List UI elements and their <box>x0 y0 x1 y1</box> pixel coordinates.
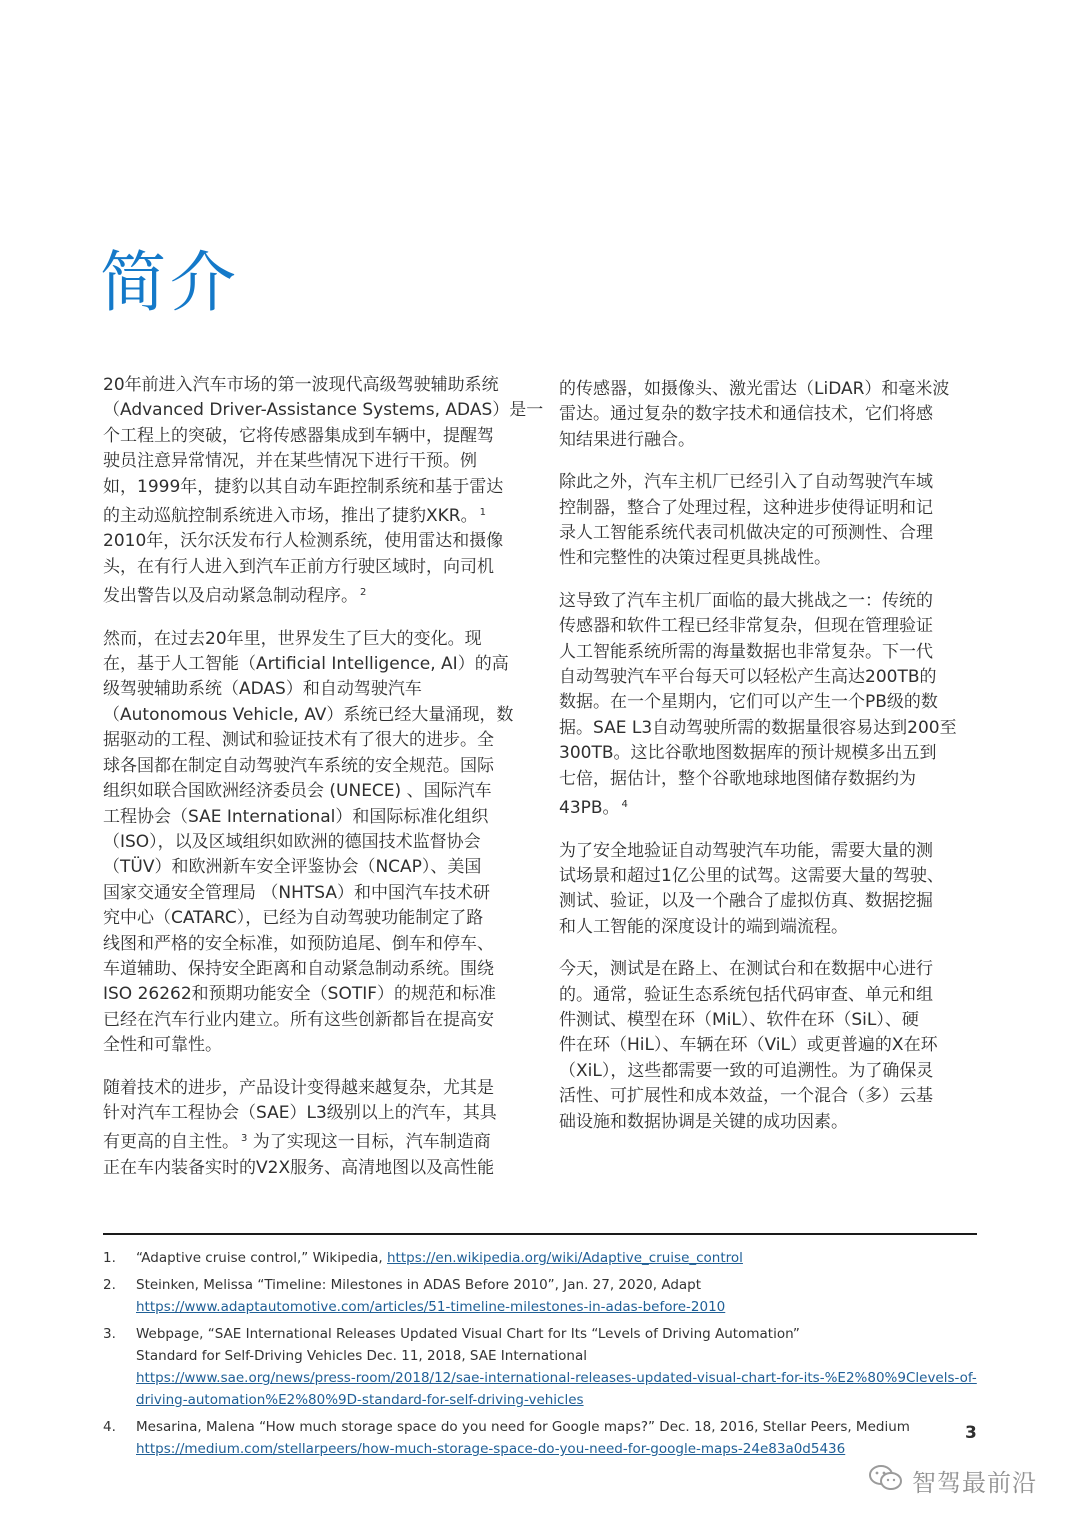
text-line: 的传感器，如摄像头、激光雷达（LiDAR）和毫米波 <box>559 379 950 399</box>
text-line: 驶员注意异常情况，并在某些情况下进行干预。例 <box>103 451 477 472</box>
text-line: 据。SAE L3自动驾驶所需的数据量很容易达到200至 <box>559 717 957 738</box>
right-paragraph-1 <box>559 377 979 453</box>
footnote-text: Steinken, Melissa “Timeline: Milestones in ADAS Before 2010”, Jan. 27, 2020, Adapt <box>136 1277 702 1293</box>
right-paragraph-4 <box>559 839 979 941</box>
text-line: 车道辅助、保持安全距离和自动紧急制动系统。围绕 <box>103 958 494 979</box>
text-line: 针对汽车工程协会（SAE）L3级别以上的汽车，其具 <box>103 1102 497 1123</box>
text-line: 件在环（HiL）、车辆在环（ViL）或更普遍的X在环 <box>559 1035 938 1056</box>
text-line: 础设施和数据协调是关键的成功因素。 <box>559 1111 848 1132</box>
footnote-number: 2. <box>103 1277 116 1293</box>
footnote-link[interactable]: https://www.sae.org/news/press-room/2018/12/sae-international-releases-updated-visual-chart-for-its-%E2%80%9Clevels-of- <box>136 1370 977 1386</box>
text-line-tail: 为了实现这一目标，汽车制造商 <box>252 1132 491 1153</box>
text-line: 随着技术的进步，产品设计变得越来越复杂，尤其是 <box>103 1077 494 1098</box>
text-line: 如，1999年，捷豹以其自动车距控制系统和基于雷达 <box>103 476 504 497</box>
text-line: 全性和可靠性。 <box>103 1035 222 1056</box>
footnote-text: “Adaptive cruise control,” Wikipedia, <box>136 1250 387 1266</box>
text-line: 自动驾驶汽车平台每天可以轻松产生高达200TB的 <box>559 667 937 688</box>
footnote-text: Webpage, “SAE International Releases Updated Visual Chart for Its “Levels of Driving Automation” <box>136 1326 800 1342</box>
text-line: 今天，测试是在路上、在测试台和在数据中心进行 <box>559 959 933 980</box>
text-line: 传感器和软件工程已经非常复杂，但现在管理验证 <box>559 616 933 637</box>
text-line: 性和完整性的决策过程更具挑战性。 <box>559 548 831 569</box>
left-paragraph-1 <box>103 373 544 610</box>
text-line: 这导致了汽车主机厂面临的最大挑战之一：传统的 <box>559 590 933 611</box>
left-paragraph-2 <box>103 627 533 1059</box>
text-line: ISO 26262和预期功能安全（SOTIF）的规范和标准 <box>103 984 497 1005</box>
text-line-content: 发出警告以及启动紧急制动程序。 <box>103 586 358 607</box>
text-line: （XiL），这些都需要一致的可追溯性。为了确保灵 <box>559 1060 934 1081</box>
text-line <box>103 1126 533 1155</box>
right-column <box>559 377 979 1152</box>
footnote-ref[interactable]: 3 <box>241 1133 248 1145</box>
right-paragraph-2 <box>559 470 979 572</box>
text-line: 控制器，整合了处理过程，这种进步使得证明和记 <box>559 497 933 518</box>
wechat-icon <box>868 1463 904 1497</box>
text-line: 数据。在一个星期内，它们可以产生一个PB级的数 <box>559 692 938 713</box>
text-line: 人工智能系统所需的海量数据也非常复杂。下一代 <box>559 641 933 662</box>
text-line <box>103 580 533 609</box>
text-line: 国家交通安全管理局 （NHTSA）和中国汽车技术研 <box>103 882 491 903</box>
text-line: 知结果进行融合。 <box>559 429 695 450</box>
text-line: 试场景和超过1亿公里的试驾。这需要大量的驾驶、 <box>559 865 944 886</box>
footnote-3 <box>103 1323 983 1411</box>
text-line: 七倍，据估计，整个谷歌地球地图储存数据约为 <box>559 768 916 789</box>
text-line: 正在车内装备实时的V2X服务、高清地图以及高性能 <box>103 1157 495 1178</box>
text-line: 工程协会（SAE International）和国际标准化组织 <box>103 806 489 827</box>
footnote-1 <box>103 1247 983 1269</box>
footnote-4 <box>103 1416 983 1460</box>
text-line <box>103 500 533 529</box>
footnote-ref[interactable]: 4 <box>621 799 628 811</box>
text-line: 究中心（CATARC），已经为自动驾驶功能制定了路 <box>103 908 484 929</box>
watermark-text: 智驾最前沿 <box>912 1468 1037 1497</box>
text-line: 头，在有行人进入到汽车正前方行驶区域时，向司机 <box>103 556 494 577</box>
footnote-divider <box>103 1233 977 1235</box>
text-line: 球各国都在制定自动驾驶汽车系统的安全规范。国际 <box>103 755 494 776</box>
footnote-number: 4. <box>103 1419 116 1435</box>
text-line: 活性、可扩展性和成本效益，一个混合（多）云基 <box>559 1086 933 1107</box>
text-line: （TÜV）和欧洲新车安全评鉴协会（NCAP）、美国 <box>103 857 482 878</box>
text-line: 300TB。这比谷歌地图数据库的预计规模多出五到 <box>559 743 937 764</box>
left-paragraph-3 <box>103 1076 533 1182</box>
text-line <box>559 792 979 821</box>
footnote-number: 1. <box>103 1250 116 1266</box>
text-line: 2010年，沃尔沃发布行人检测系统，使用雷达和摄像 <box>103 531 504 552</box>
text-line: 件测试、模型在环（MiL）、软件在环（SiL）、硬 <box>559 1009 919 1030</box>
text-line: （Autonomous Vehicle, AV）系统已经大量涌现，数 <box>103 704 514 725</box>
text-line: 录人工智能系统代表司机做决定的可预测性、合理 <box>559 523 933 544</box>
watermark <box>868 1460 1037 1500</box>
text-line: 测试、验证，以及一个融合了虚拟仿真、数据挖掘 <box>559 891 933 912</box>
text-line: （Advanced Driver-Assistance Systems, ADAS）是一 <box>103 400 544 421</box>
page-title: 简介 <box>100 244 240 321</box>
text-line: 级驾驶辅助系统（ADAS）和自动驾驶汽车 <box>103 679 422 700</box>
text-line: 雷达。通过复杂的数字技术和通信技术，它们将感 <box>559 404 933 425</box>
text-line-content: 有更高的自主性。 <box>103 1132 239 1153</box>
text-line: 据驱动的工程、测试和验证技术有了很大的进步。全 <box>103 730 494 751</box>
text-line: 线图和严格的安全标准，如预防追尾、倒车和停车、 <box>103 933 494 954</box>
footnote-ref[interactable]: 2 <box>360 587 367 599</box>
text-line: 和人工智能的深度设计的端到端流程。 <box>559 916 848 937</box>
footnote-link[interactable]: https://www.adaptautomotive.com/articles/51-timeline-milestones-in-adas-before-2010 <box>136 1299 726 1315</box>
right-paragraph-3 <box>559 589 979 822</box>
footnote-text: Mesarina, Malena “How much storage space do you need for Google maps?” Dec. 18, 2016, Stellar Peers, Medium <box>136 1419 910 1435</box>
text-line: 个工程上的突破，它将传感器集成到车辆中，提醒驾 <box>103 425 494 446</box>
left-column <box>103 373 544 1198</box>
text-line: 组织如联合国欧洲经济委员会 (UNECE) 、国际汽车 <box>103 781 492 802</box>
text-line: 的。通常，验证生态系统包括代码审查、单元和组 <box>559 984 933 1005</box>
text-line-content: 43PB。 <box>559 798 620 819</box>
footnote-link[interactable]: https://en.wikipedia.org/wiki/Adaptive_cruise_control <box>387 1250 743 1266</box>
text-line: 在，基于人工智能（Artificial Intelligence, AI）的高 <box>103 654 509 675</box>
footnote-text-line <box>136 1247 983 1269</box>
text-line: 然而，在过去20年里，世界发生了巨大的变化。现 <box>103 628 482 649</box>
text-line: 除此之外，汽车主机厂已经引入了自动驾驶汽车域 <box>559 472 933 493</box>
text-line: 20年前进入汽车市场的第一波现代高级驾驶辅助系统 <box>103 375 499 395</box>
footnote-number: 3. <box>103 1326 116 1342</box>
footnote-ref[interactable]: 1 <box>479 507 486 519</box>
footnotes <box>103 1247 983 1465</box>
footnote-link[interactable]: https://medium.com/stellarpeers/how-much-storage-space-do-you-need-for-google-maps-24e83a0d5436 <box>136 1441 846 1457</box>
footnote-2 <box>103 1274 983 1318</box>
text-line: （ISO），以及区域组织如欧洲的德国技术监督协会 <box>103 831 481 852</box>
footnote-text: Standard for Self-Driving Vehicles Dec. 11, 2018, SAE International <box>136 1348 587 1364</box>
footnote-link[interactable]: driving-automation%E2%80%9D-standard-for-self-driving-vehicles <box>136 1392 584 1408</box>
page-number: 3 <box>965 1423 977 1443</box>
text-line: 已经在汽车行业内建立。所有这些创新都旨在提高安 <box>103 1009 494 1030</box>
text-line: 为了安全地验证自动驾驶汽车功能，需要大量的测 <box>559 840 933 861</box>
text-line-content: 的主动巡航控制系统进入市场，推出了捷豹XKR。 <box>103 506 478 527</box>
right-paragraph-5 <box>559 957 979 1135</box>
